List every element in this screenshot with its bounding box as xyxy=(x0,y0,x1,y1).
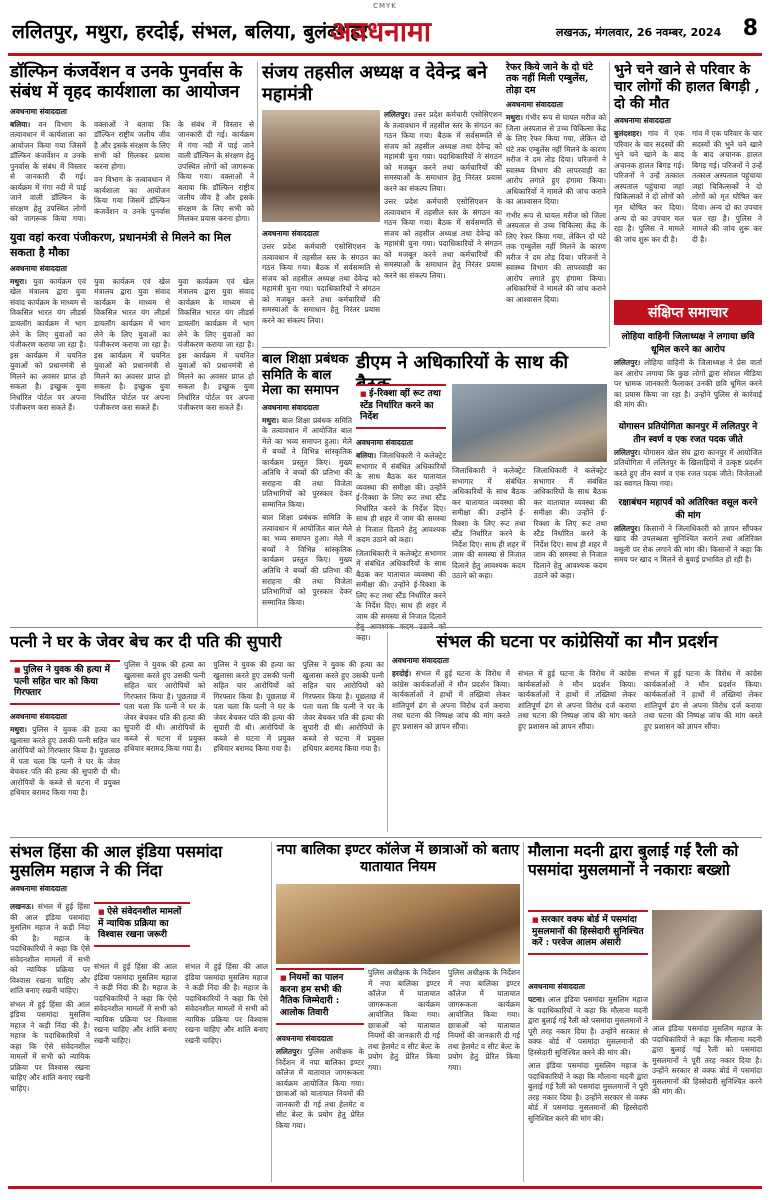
news-photo xyxy=(452,384,607,462)
article-children-fair xyxy=(262,352,352,622)
briefs-title: संक्षिप्त समाचार xyxy=(614,300,762,325)
byline: अवधनामा संवाददाता xyxy=(262,229,319,238)
color-mark: CMYK xyxy=(373,2,397,10)
byline: अवधनामा संवाददाता xyxy=(528,982,585,991)
article-body: बलिया। जिलाधिकारी ने कलेक्ट्रेट सभागार में संबंधित अधिकारियों के साथ बैठक कर यातायात व्यवस्था की समीक्षा की। उन्होंने ई-रिक्शा के लिए रूट तथा स्टैंड निर्धारित करने के निर्देश दिए। साथ ही शहर में जाम की समस्या से निजात दिलाने हेतु आवश्यक कदम उठाने को कहा। जिलाधिकारी ने कलेक्ट्रेट सभागार में संबंधित अधिकारियों के साथ बैठक कर यातायात व्यवस्था की समीक्षा की। उन्होंने ई-रिक्शा के लिए रूट तथा स्टैंड निर्धारित करने के निर्देश दिए। साथ ही शहर में जाम की समस्या से निजात दिलाने कहा। xyxy=(356,451,446,642)
pull-quote: ■ सरकार वक्फ बोर्ड में पसमांदा मुसलमानों की हिस्सेदारी सुनिश्चित करें : परवेज आलम अंसारी xyxy=(528,910,648,955)
headline: बाल शिक्षा प्रबंधक समिति के बाल मेला का समापन xyxy=(262,352,349,399)
article-dm-body-2 xyxy=(452,466,607,622)
article-body: मथुरा। युवा कार्यक्रम एवं खेल मंत्रालय द्वारा युवा संवाद कार्यक्रम के माध्यम से विकसित भारत यंग लीडर्स डायलॉग कार्यक्रम में भाग लेने के लिए युवाओं का पंजीकरण कराया जा रहा है। इस कार्यक्रम में चयनित युवाओं को प्रधानमंत्री से मिलने का अवसर प्राप्त हो सकता है। इच्छुक युवा निर्धारित पोर्टल पर अपना पंजीकरण करा सकते हैं। युवा कार्यक्रम एवं खेल मंत्रालय द्वारा युवा संवाद कार्यक्रम के माध्यम से विकसित भारत यंग लीडर्स डायलॉग कार्यक्रम में भाग लेने के लिए युवाओं का पंजीकरण कराया जा रहा है। इस कार्यक्रम में चयनित युवाओं को प्रधानमंत्री से मिलने का अवसर प्राप्त हो सकता है। इच्छुक युवा निर्धारित पोर्टल पर अपना पंजीकरण करा सकते हैं। युवा कार्यक्रम एवं खेल मंत्रालय द्वारा युवा संवाद कार्यक्रम के माध्यम से विकसित भारत यंग लीडर्स डायलॉग कार्यक्रम में भाग लेने के लिए युवाओं का पंजीकरण कराया जा रहा है। इस कार्यक्रम में चयनित युवाओं को प्रधानमंत्री से मिलने का अवसर प्राप्त हो सकता है। इच्छुक युवा निर्धारित पोर्टल पर अपना पंजीकरण करा सकते हैं। xyxy=(10,276,254,413)
brief-body: ललितपुर। योगासन खेल संघ द्वारा कानपुर में आयोजित प्रतियोगिता में ललितपुर के खिलाड़ियों ने उत्कृष्ट प्रदर्शन करते हुए तीन स्वर्ण व एक रजत पदक जीते। विजेताओं का स्वागत किया गया। xyxy=(614,447,762,489)
article-sanjay-body xyxy=(384,110,502,342)
byline: अवधनामा संवाददाता xyxy=(262,402,319,412)
headline: भुने चने खाने से परिवार के चार लोगों की हालत बिगड़ी , दो की मौत xyxy=(614,62,760,112)
article-body: संभल में हुई हिंसा की आल इंडिया पसमांदा मुसलिम महाज ने कड़ी निंदा की है। महाज के पदाधिकारियों ने कहा कि ऐसे संवेदनशील मामलों में सभी को न्यायिक प्रक्रिया पर विश्वास रखना चाहिए और शांति बनाए रखनी चाहिए। संभल में हुई हिंसा की आल इंडिया पसमांदा मुसलिम महाज ने कड़ी निंदा की है। महाज के पदाधिकारियों ने कहा कि ऐसे संवेदनशील मामलों में सभी को न्यायिक प्रक्रिया पर विश्वास रखना चाहिए और शांति बनाए रखनी चाहिए। xyxy=(94,962,268,1045)
headline: डॉल्फिन कंजर्वेशन व उनके पुनर्वास के संबंध में वृहद कार्यशाला का आयोजन xyxy=(10,62,243,103)
article-ambulance xyxy=(506,62,606,347)
news-photo xyxy=(276,884,520,964)
edition-date: लखनऊ, मंगलवार, 26 नवम्बर, 2024 xyxy=(556,26,722,39)
newspaper-logo: अवधनामा xyxy=(330,15,431,48)
article-congress xyxy=(392,632,762,832)
article-body: मथुरा। पुलिस ने युवक की हत्या का खुलासा करते हुए उसकी पत्नी सहित चार आरोपियों को गिरफ्तार किया है। पूछताछ में पता चला कि पत्नी ने घर के जेवर बेचकर पति की हत्या की सुपारी दी थी। आरोपियों के कब्जे से घटना में प्रयुक्त हथियार बरामद किया गया है। xyxy=(10,725,120,798)
article-body: बलिया। वन विभाग के तत्वावधान में कार्यशाला का आयोजन किया गया जिसमें डॉल्फिन कंजर्वेशन व उनके पुनर्वास के संबंध में विस्तार से जानकारी दी गई। कार्यक्रम में गंगा नदी में पाई जाने वाली डॉल्फिन के संरक्षण हेतु उपस्थित लोगों को जागरूक किया गया। वक्ताओं ने बताया कि डॉल्फिन राष्ट्रीय जलीय जीव है और इसके संरक्षण के लिए सभी को मिलकर प्रयास करना होगा। वन विभाग के तत्वावधान में कार्यशाला का आयोजन किया गया जिसमें डॉल्फिन कंजर्वेशन व उनके पुनर्वास के संबंध में विस्तार से जानकारी दी गई। कार्यक्रम में गंगा नदी में पाई जाने वाली डॉल्फिन के संरक्षण हेतु उपस्थित लोगों को जागरूक किया गया। वक्ताओं ने बताया कि डॉल्फिन राष्ट्रीय जलीय जीव है और इसके संरक्षण के लिए सभी को मिलकर प्रयास करना होगा। xyxy=(10,119,254,224)
subheadline: युवा वहां करवा पंजीकरण, प्रधानमंत्री से मिलने का मिल सकता है मौका xyxy=(10,230,231,259)
article-wife-body xyxy=(10,708,120,832)
article-body: लखनऊ। संभल में हुई हिंसा की आल इंडिया पसमांदा मुसलिम महाज ने कड़ी निंदा की है। महाज के पदाधिकारियों ने कहा कि ऐसे संवेदनशील मामलों में सभी को न्यायिक प्रक्रिया पर विश्वास रखना चाहिए और शांति बनाए रखनी चाहिए। संभल में हुई हिंसा की आल इंडिया पसमांदा मुसलिम महाज ने कड़ी निंदा की है। महाज के पदाधिकारियों ने कहा कि ऐसे संवेदनशील मामलों में सभी को न्यायिक प्रक्रिया पर विश्वास रखना चाहिए और शांति बनाए रखनी चाहिए। xyxy=(10,902,90,1093)
article-body: उत्तर प्रदेश कर्मचारी एसोसिएशन के तत्वावधान में तहसील स्तर के संगठन का गठन किया गया। बैठक में सर्वसम्मति से संजय को तहसील अध्यक्ष तथा देवेन्द्र को महामंत्री चुना गया। पदाधिकारियों ने संगठन को मजबूत करने तथा कर्मचारियों की समस्याओं के समाधान हेतु निरंतर प्रयास करने का संकल्प लिया। xyxy=(262,242,380,325)
brief-body: ललितपुर। लोहिया वाहिनी के जिलाध्यक्ष ने प्रेस वार्ता कर आरोप लगाया कि कुछ लोगों द्वारा सोशल मीडिया पर भ्रामक जानकारी फैलाकर उनकी छवि धूमिल करने का प्रयास किया जा रहा है। उन्होंने पुलिस से कार्रवाई की मांग की। xyxy=(614,358,762,410)
pull-quote: ■ ई-रिक्शा व्हीं रूट तथा स्टेंड निर्धारित करने का निर्देश xyxy=(356,384,446,429)
brief-headline: योगासन प्रतियोगिता कानपुर में ललितपुर ने तीन स्वर्ण व एक रजत पदक जीते xyxy=(618,421,758,445)
headline: संभल हिंसा की आल इंडिया पसमांदा मुसलिम महाज ने की निंदा xyxy=(10,842,223,881)
news-photo xyxy=(262,110,380,222)
article-body: आल इंडिया पसमांदा मुसलिम महाज के पदाधिकारियों ने कहा कि मौलाना मदनी द्वारा बुलाई गई रैली को पसमांदा मुसलमानों ने पूरी तरह नकार दिया है। उन्होंने सरकार से वक्फ बोर्ड में पसमांदा मुसलमानों की हिस्सेदारी सुनिश्चित करने की मांग की। xyxy=(652,1024,762,1097)
headline: संभल की घटना पर कांग्रेसियों का मौन प्रदर्शन xyxy=(436,632,718,652)
byline: अवधनामा संवाददाता xyxy=(614,116,671,126)
article-body: मथुरा। गंभीर रूप से घायल मरीज को जिला अस्पताल से उच्च चिकित्सा केंद्र के लिए रेफर किया गया, लेकिन दो घंटे तक एम्बुलेंस नहीं मिलने के कारण मरीज ने दम तोड़ दिया। परिजनों ने स्वास्थ्य विभाग की लापरवाही का आरोप लगाते हुए हंगामा किया। अधिकारियों ने मामले की जांच कराने का आश्वासन दिया। गंभीर रूप से घायल मरीज को जिला अस्पताल से उच्च चिकित्सा केंद्र के लिए रेफर किया गया, लेकिन दो घंटे तक एम्बुलेंस नहीं मिलने के कारण मरीज ने दम तोड़ दिया। परिजनों ने स्वास्थ्य विभाग की लापरवाही का आरोप लगाते हुए हंगामा किया। अधिकारियों ने मामले की जांच कराने का आश्वासन दिया। xyxy=(506,113,606,304)
article-body: पुलिस अधीक्षक के निर्देशन में नपा बालिका इण्टर कॉलेज में यातायात जागरूकता कार्यक्रम आयोजित किया गया। छात्राओं को यातायात नियमों की जानकारी दी गई तथा हेलमेट व सीट बेल्ट के प्रयोग हेतु प्रेरित किया गया। पुलिस अधीक्षक के निर्देशन में नपा बालिका इण्टर कॉलेज में यातायात जागरूकता कार्यक्रम आयोजित किया गया। छात्राओं को यातायात नियमों की जानकारी दी गई तथा हेलमेट व सीट बेल्ट के प्रयोग हेतु प्रेरित किया गया। xyxy=(368,968,520,1072)
article-body: ललितपुर। पुलिस अधीक्षक के निर्देशन में नपा बालिका इण्टर कॉलेज में यातायात जागरूकता कार्यक्रम आयोजित किया गया। छात्राओं को यातायात नियमों की जानकारी दी गई तथा हेलमेट व सीट बेल्ट के प्रयोग हेतु प्रेरित किया गया। xyxy=(276,1047,364,1130)
article-body: बुलंदशहर। गांव में एक परिवार के चार सदस्यों की भुने चने खाने के बाद अचानक हालत बिगड़ गई। परिजनों ने उन्हें तत्काल अस्पताल पहुंचाया जहां चिकित्सकों ने दो लोगों को मृत घोषित कर दिया। अन्य दो का उपचार चल रहा है। पुलिस ने मामले की जांच शुरू कर दी है। गांव में एक परिवार के चार सदस्यों की भुने चने खाने के बाद अचानक हालत बिगड़ गई। परिजनों ने उन्हें तत्काल अस्पताल पहुंचाया जहां चिकित्सकों ने दो लोगों को मृत घोषित कर दिया। अन्य दो का उपचार चल रहा है। पुलिस ने मामले की जांच शुरू कर दी है। xyxy=(614,129,762,244)
article-traffic-body xyxy=(276,1030,364,1182)
brief-headline: लोहिया वाहिनी जिलाध्यक्ष ने लगाया छवि धूमिल करने का आरोप xyxy=(621,332,755,355)
byline: अवधनामा संवाददाता xyxy=(10,106,67,116)
byline: अवधनामा संवाददाता xyxy=(276,1034,333,1043)
portrait-photo xyxy=(652,910,762,1020)
headline: नपा बालिका इण्टर कॉलेज में छात्राओं को बताए यातायात नियम xyxy=(276,842,520,875)
article-wife-body-2 xyxy=(124,660,384,832)
page-number: 8 xyxy=(742,16,758,41)
masthead xyxy=(8,12,762,56)
byline: अवधनामा संवाददाता xyxy=(10,263,67,273)
headline: पत्नी ने घर के जेवर बेच कर दी पति की सुपारी xyxy=(10,632,282,651)
headline: रेफर किये जाने के दो घंटे तक नहीं मिली एम्बुलेंस, तोड़ा दम xyxy=(506,62,593,96)
briefs-section xyxy=(614,324,762,629)
article-traffic-body-2 xyxy=(368,968,520,1182)
article-sanjay-body-2 xyxy=(262,225,380,343)
bottom-rule xyxy=(8,1186,762,1189)
headline: डीएम ने अधिकारियों के साथ की xyxy=(356,352,569,373)
pull-quote: ■ ऐसे संवेदनशील मामलों में न्यायिक प्रक्रिया का विश्वास रखना जरूरी xyxy=(94,902,190,947)
pull-quote: ■ पुलिस ने युवक की हत्या में पत्नी सहित चार को किया गिरफ्तार xyxy=(10,660,120,705)
article-madani-rally xyxy=(528,842,762,902)
brief-headline: रक्षाबंधन महापर्व को अतिरिक्त वसूल करने की मांग xyxy=(618,497,758,521)
article-body: पुलिस ने युवक की हत्या का खुलासा करते हुए उसकी पत्नी सहित चार आरोपियों को गिरफ्तार किया है। पूछताछ में पता चला कि पत्नी ने घर के जेवर बेचकर पति की हत्या की सुपारी दी थी। आरोपियों के कब्जे से घटना में प्रयुक्त हथियार बरामद किया गया है। पुलिस ने युवक की हत्या का खुलासा करते हुए उसकी पत्नी सहित चार आरोपियों को गिरफ्तार किया है। पूछताछ में पता चला कि पत्नी ने घर के जेवर बेचकर पति की हत्या की सुपारी दी थी। आरोपियों के कब्जे से घटना में प्रयुक्त हथियार बरामद किया गया है। पुलिस ने युवक की हत्या का खुलासा करते हुए उसकी पत्नी सहित चार आरोपियों को गिरफ्तार किया है। पूछताछ में पता चला कि पत्नी ने घर के जेवर बेचकर पति की हत्या की सुपारी दी थी। आरोपियों के कब्जे से घटना में प्रयुक्त हथियार बरामद किया गया है। xyxy=(124,660,384,754)
byline: अवधनामा संवाददाता xyxy=(356,438,413,447)
headline: मौलाना मदनी द्वारा बुलाई गई रैली को पसमांदा मुसलमानों ने नकाराः बख्शो xyxy=(528,841,739,879)
article-dolphin xyxy=(10,62,254,622)
article-body: हरदोई। संभल में हुई घटना के विरोध में कांग्रेस कार्यकर्ताओं ने मौन प्रदर्शन किया। कार्यकर्ताओं ने हाथों में तख्तियां लेकर शांतिपूर्ण ढंग से अपना विरोध दर्ज कराया तथा घटना की निष्पक्ष जांच की मांग करते हुए प्रशासन को ज्ञापन सौंपा। संभल में हुई घटना के विरोध में कांग्रेस कार्यकर्ताओं ने मौन प्रदर्शन किया। कार्यकर्ताओं ने हाथों में तख्तियां लेकर शांतिपूर्ण ढंग से अपना विरोध दर्ज कराया तथा घटना की निष्पक्ष जांच की मांग करते हुए प्रशासन को ज्ञापन सौंपा। संभल में हुई घटना के विरोध में कांग्रेस कार्यकर्ताओं ने मौन प्रदर्शन किया। कार्यकर्ताओं ने हाथों में तख्तियां लेकर शांतिपूर्ण ढंग से अपना विरोध दर्ज कराया तथा घटना की निष्पक्ष जांच की मांग करते हुए प्रशासन को ज्ञापन सौंपा। xyxy=(392,669,762,731)
article-madani-body xyxy=(528,978,648,1182)
edition-cities: ललितपुर, मथुरा, हरदोई, संभल, बलिया, बुलंदशहर xyxy=(12,21,368,43)
article-gram xyxy=(614,62,762,294)
headline: संजय तहसील अध्यक्ष व देवेन्द्र बने महामंत्री xyxy=(262,62,487,105)
article-dm-body xyxy=(356,434,446,642)
brief-body: ललितपुर। किसानों ने जिलाधिकारी को ज्ञापन सौंपकर खाद की उपलब्धता सुनिश्चित कराने तथा अतिरिक्त वसूली पर रोक लगाने की मांग की। किसानों ने कहा कि समय पर खाद न मिलने से बुवाई प्रभावित हो रही है। xyxy=(614,523,762,565)
article-body: पटना। आल इंडिया पसमांदा मुसलिम महाज के पदाधिकारियों ने कहा कि मौलाना मदनी द्वारा बुलाई गई रैली को पसमांदा मुसलमानों ने पूरी तरह नकार दिया है। उन्होंने सरकार से वक्फ बोर्ड में पसमांदा मुसलमानों की हिस्सेदारी सुनिश्चित करने की मांग की। आल इंडिया पसमांदा मुसलिम महाज के पदाधिकारियों ने कहा कि मौलाना मदनी द्वारा बुलाई गई रैली को पसमांदा मुसलमानों ने पूरी तरह नकार दिया है। उन्होंने सरकार से वक्फ बोर्ड में पसमांदा मुसलमानों की हिस्सेदारी सुनिश्चित करने की मांग की। xyxy=(528,995,648,1123)
article-body: मथुरा। बाल शिक्षा प्रबंधक समिति के तत्वावधान में आयोजित बाल मेले का भव्य समापन हुआ। मेले में बच्चों ने विभिन्न सांस्कृतिक कार्यक्रम प्रस्तुत किए। मुख्य अतिथि ने बच्चों की प्रतिभा की सराहना की तथा विजेता प्रतिभागियों को पुरस्कार देकर सम्मानित किया। बाल शिक्षा प्रबंधक समिति के तत्वावधान में आयोजित बाल मेले का भव्य समापन हुआ। मेले में बच्चों ने विभिन्न सांस्कृतिक कार्यक्रम प्रस्तुत किए। मुख्य अतिथि ने बच्चों की प्रतिभा की सराहना की तथा विजेता प्रतिभागियों को पुरस्कार देकर सम्मानित किया। xyxy=(262,415,353,607)
byline: अवधनामा संवाददाता xyxy=(10,712,67,721)
byline: अवधनामा संवाददाता xyxy=(392,656,449,666)
article-sambhal-body-2 xyxy=(94,962,268,1182)
byline: अवधनामा संवाददाता xyxy=(10,884,67,894)
article-body: ललितपुर। उत्तर प्रदेश कर्मचारी एसोसिएशन के तत्वावधान में तहसील स्तर के संगठन का गठन किया गया। बैठक में सर्वसम्मति से संजय को तहसील अध्यक्ष तथा देवेन्द्र को महामंत्री चुना गया। पदाधिकारियों ने संगठन को मजबूत करने तथा कर्मचारियों की समस्याओं के समाधान हेतु निरंतर प्रयास करने का संकल्प लिया। उत्तर प्रदेश कर्मचारी एसोसिएशन के तत्वावधान में तहसील स्तर के संगठन का गठन किया गया। बैठक में सर्वसम्मति से संजय को तहसील अध्यक्ष तथा देवेन्द्र को महामंत्री चुना गया। पदाधिकारियों ने संगठन को मजबूत करने तथा कर्मचारियों की समस्याओं के समाधान हेतु निरंतर प्रयास करने का संकल्प लिया। xyxy=(384,110,502,280)
pull-quote: ■ नियमों का पालन करना हम सभी की नैतिक जिम्मेदारी : आलोक तिवारी xyxy=(276,968,364,1025)
article-sambhal-body xyxy=(10,902,90,1182)
article-madani-body-2 xyxy=(652,1024,762,1182)
article-body: जिलाधिकारी ने कलेक्ट्रेट सभागार में संबंधित अधिकारियों के साथ बैठक कर यातायात व्यवस्था की समीक्षा की। उन्होंने ई-रिक्शा के लिए रूट तथा स्टैंड निर्धारित करने के निर्देश दिए। साथ ही शहर में जाम की समस्या से निजात दिलाने हेतु आवश्यक कदम उठाने को कहा। जिलाधिकारी ने कलेक्ट्रेट सभागार में संबंधित अधिकारियों के साथ बैठक कर यातायात व्यवस्था की समीक्षा की। उन्होंने ई-रिक्शा के लिए रूट तथा स्टैंड निर्धारित करने के निर्देश दिए। साथ ही शहर में जाम की समस्या से निजात दिलाने हेतु आवश्यक कदम उठाने को कहा। xyxy=(452,466,607,581)
byline: अवधनामा संवाददाता xyxy=(506,100,563,110)
